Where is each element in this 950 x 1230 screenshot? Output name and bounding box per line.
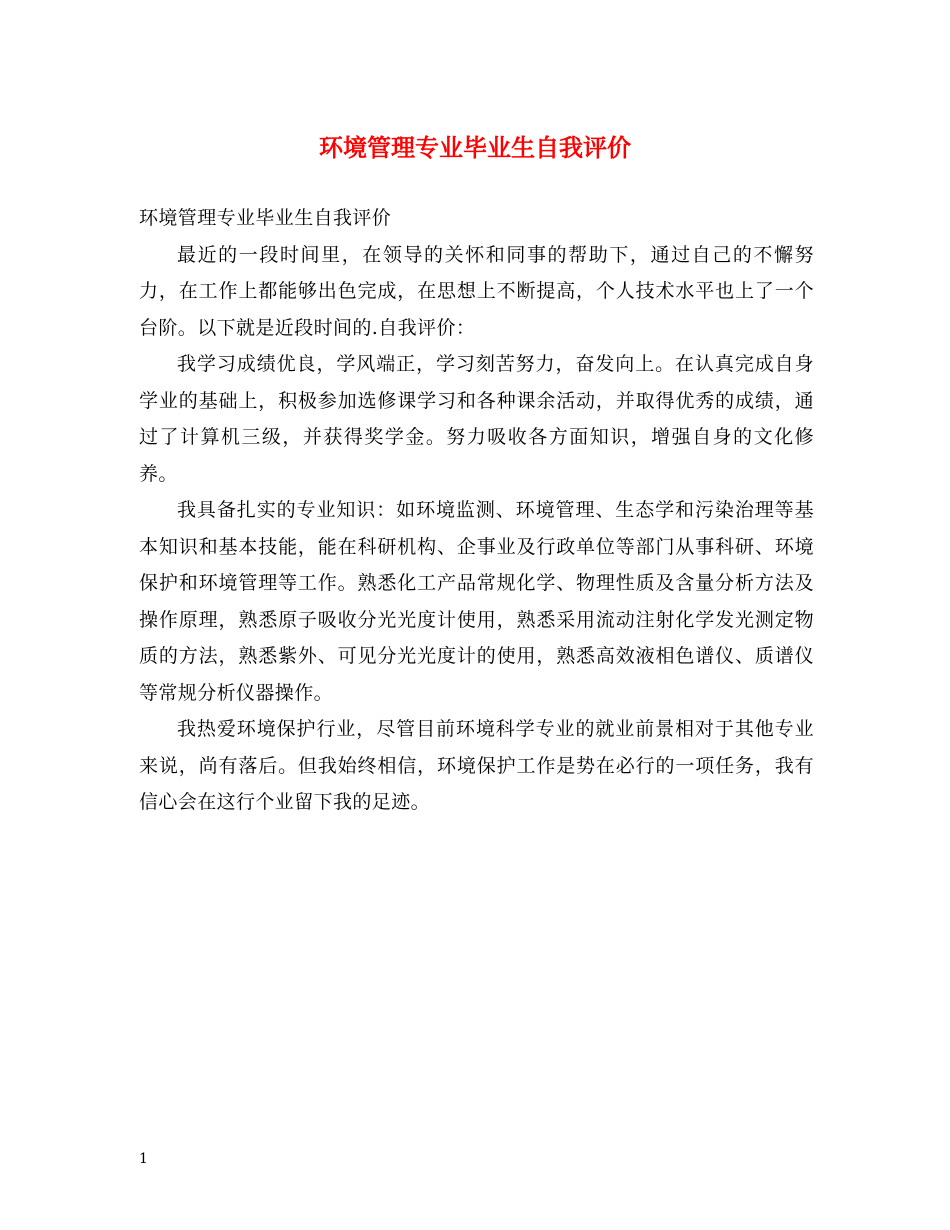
paragraph-intro: 最近的一段时间里，在领导的关怀和同事的帮助下，通过自己的不懈努力，在工作上都能够出色完成，在思想上不断提高，个人技术水平也上了一个台阶。以下就是近段时间的.自我评价： [139, 243, 814, 339]
document-body [139, 200, 814, 821]
paragraph-study: 我学习成绩优良，学风端正，学习刻苦努力，奋发向上。在认真完成自身学业的基础上，积极参加选修课学习和各种课余活动，并取得优秀的成绩，通过了计算机三级，并获得奖学金。努力吸收各方面知识，增强自身的文化修养。 [139, 353, 814, 485]
paragraph-skills: 我具备扎实的专业知识：如环境监测、环境管理、生态学和污染治理等基本知识和基本技能，能在科研机构、企事业及行政单位等部门从事科研、环境保护和环境管理等工作。熟悉化工产品常规化学、物理性质及含量分析方法及操作原理，熟悉原子吸收分光光度计使用，熟悉采用流动注射化学发光测定物质的方法，熟悉紫外、可见分光光度计的使用，熟悉高效液相色谱仪、质谱仪等常规分析仪器操作。 [139, 499, 814, 704]
page-number: 1 [139, 1151, 148, 1167]
paragraph-career: 我热爱环境保护行业，尽管目前环境科学专业的就业前景相对于其他专业来说，尚有落后。但我始终相信，环境保护工作是势在必行的一项任务，我有信心会在这行个业留下我的足迹。 [139, 718, 814, 813]
document-subtitle: 环境管理专业毕业生自我评价 [139, 207, 392, 229]
document-title: 环境管理专业毕业生自我评价 [319, 133, 631, 162]
